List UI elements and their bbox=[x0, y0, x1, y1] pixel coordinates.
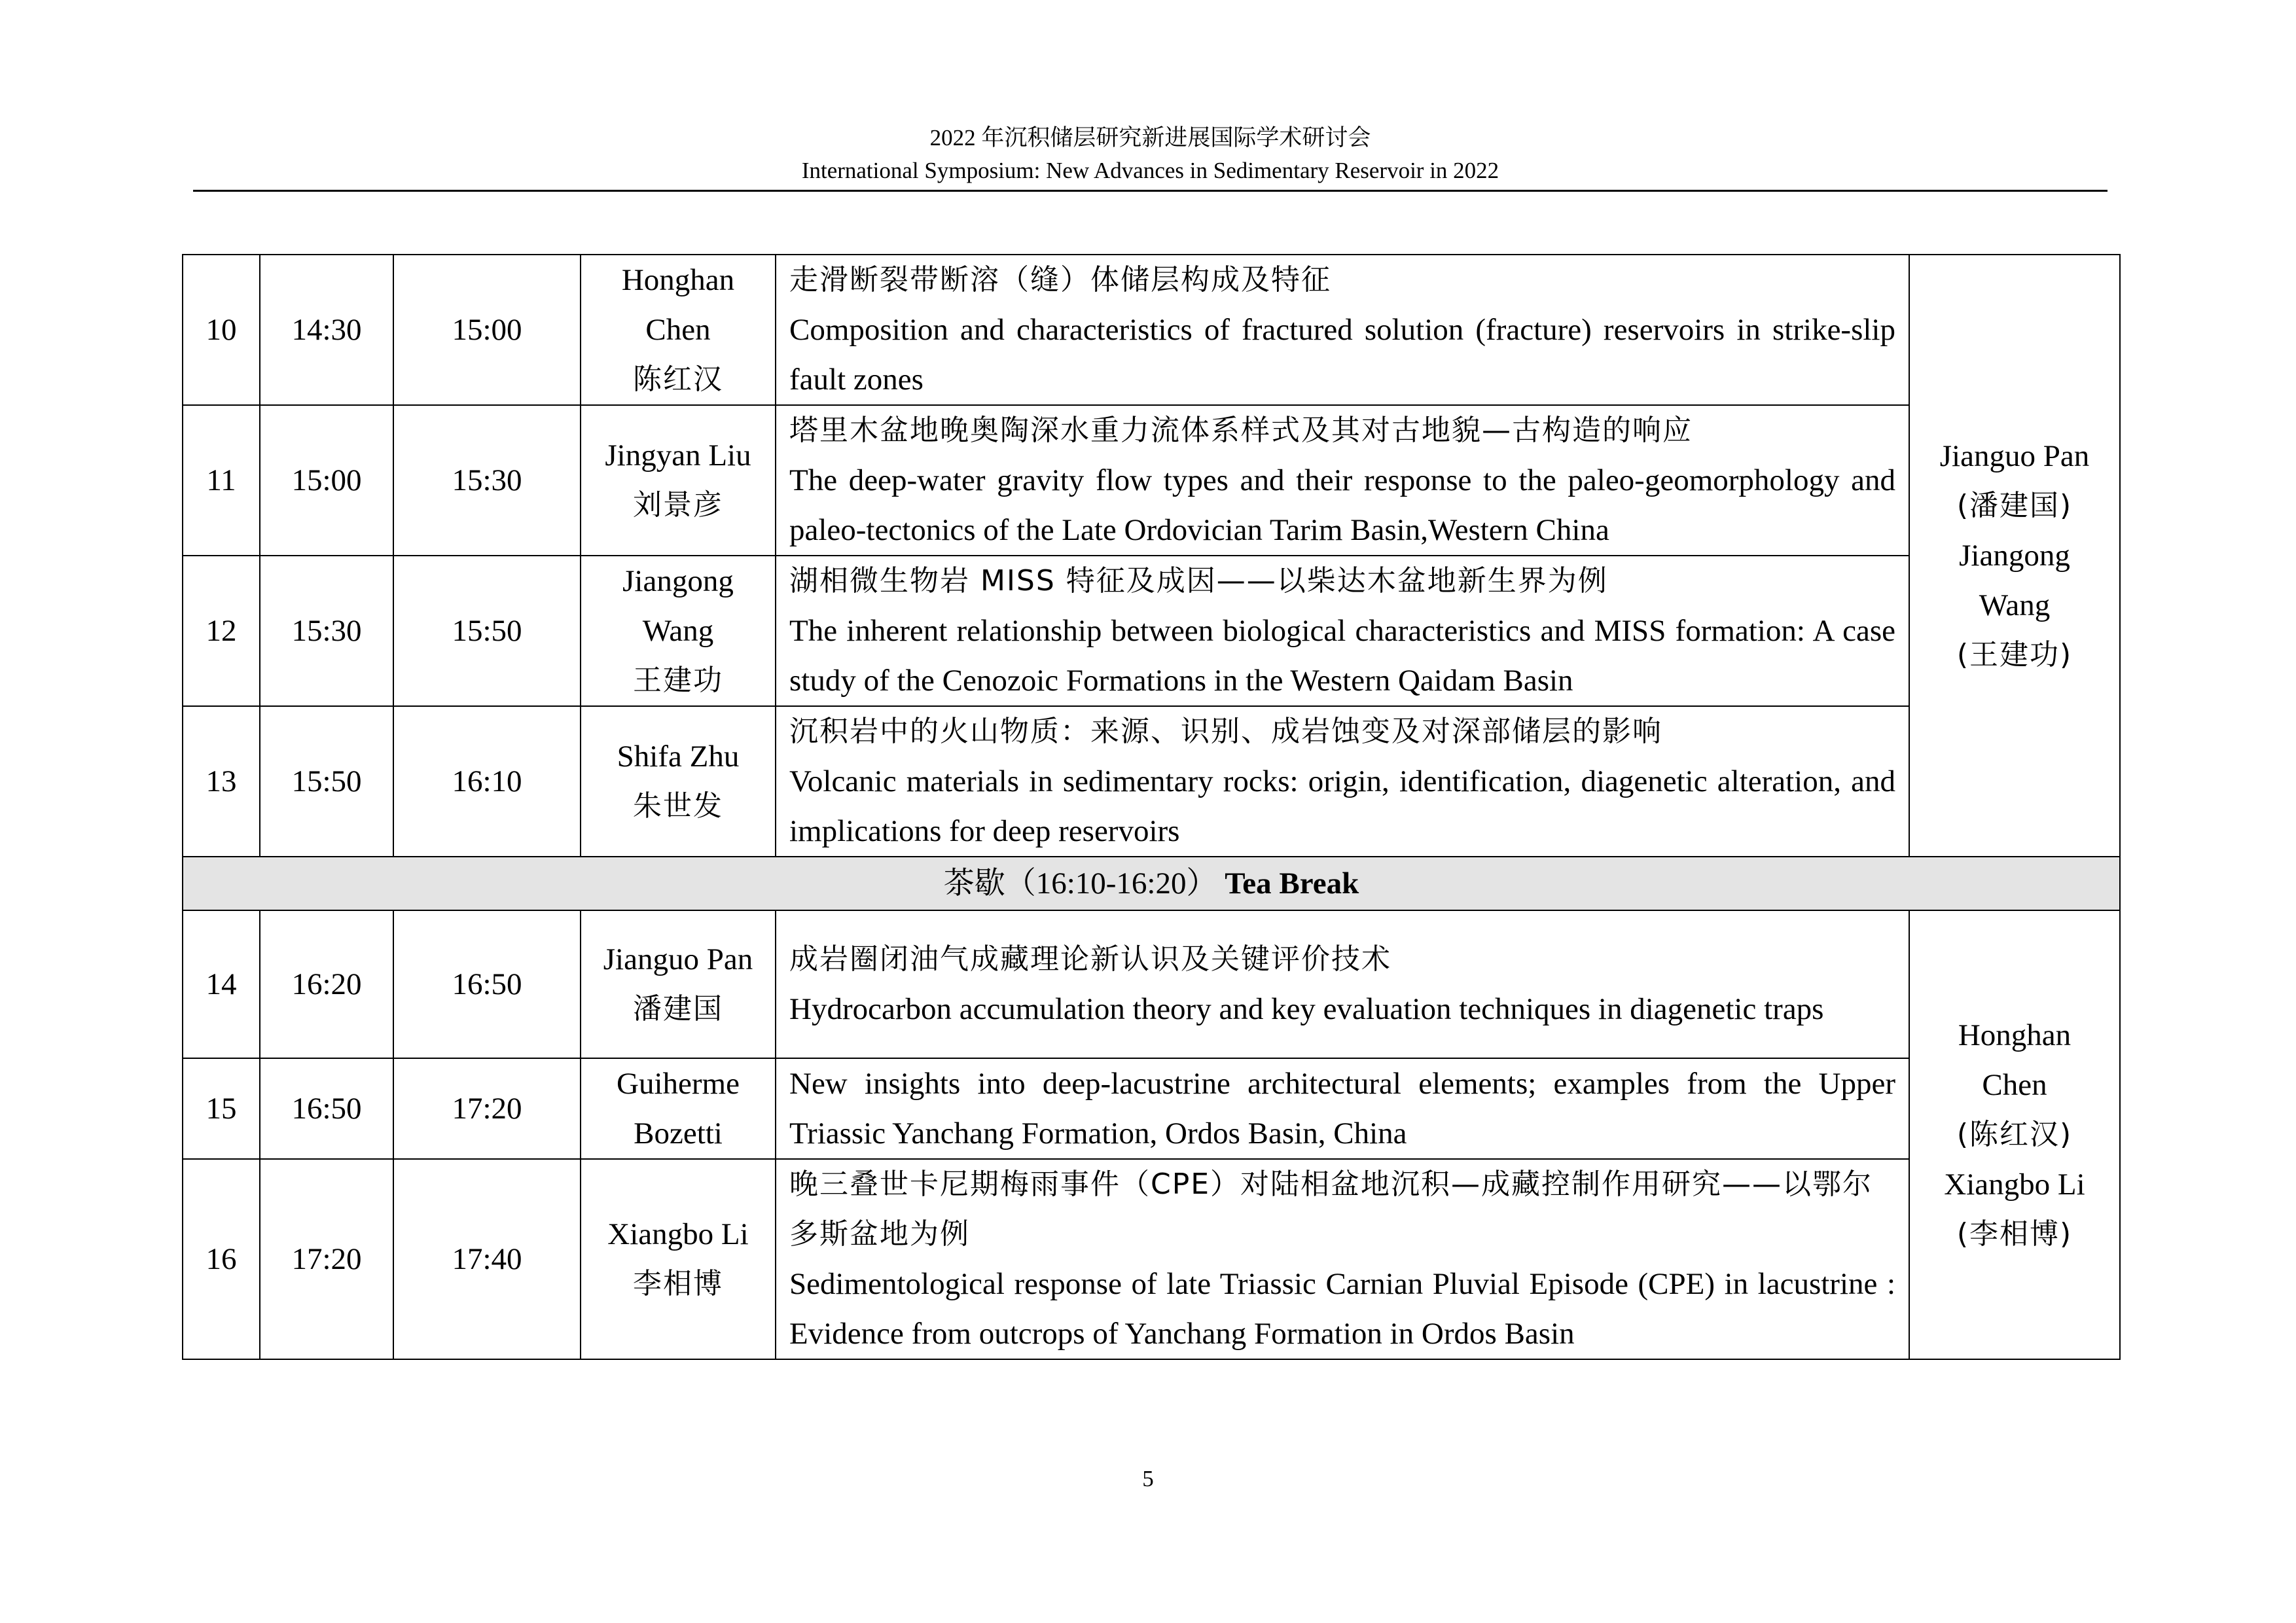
table-row bbox=[183, 910, 2120, 1058]
talk-title-cn: 沉积岩中的火山物质：来源、识别、成岩蚀变及对深部储层的影响 bbox=[789, 715, 1662, 748]
talk-number: 15 bbox=[183, 1058, 260, 1159]
chair-name-en: Jiangong Wang bbox=[1959, 539, 2070, 622]
table-row bbox=[183, 556, 2120, 706]
page-number: 5 bbox=[1142, 1466, 1154, 1491]
table-row bbox=[183, 706, 2120, 857]
talk-title-en: New insights into deep-lacustrine architectural elements; examples from the Upper Triassic Yanchang Formation, Ordos Basin, China bbox=[789, 1067, 1895, 1150]
speaker-name-cn: 李相博 bbox=[633, 1267, 723, 1300]
speaker-name-cn: 朱世发 bbox=[633, 789, 723, 823]
header-title-cn: 2022 年沉积储层研究新进展国际学术研讨会 bbox=[929, 125, 1371, 151]
chair-name-en: Honghan Chen bbox=[1958, 1018, 2072, 1102]
table-row bbox=[183, 255, 2120, 405]
tea-break-label-en: Tea Break bbox=[1225, 866, 1359, 901]
table-row bbox=[183, 1058, 2120, 1159]
chair-name-cn: (李相博) bbox=[1956, 1217, 2073, 1251]
talk-start-time: 15:50 bbox=[260, 706, 393, 857]
talk-title-cn: 湖相微生物岩 MISS 特征及成因——以柴达木盆地新生界为例 bbox=[789, 564, 1608, 597]
speaker-cell bbox=[581, 910, 776, 1058]
talk-start-time: 14:30 bbox=[260, 255, 393, 405]
tea-break-label-cn: 茶歇（16:10-16:20） bbox=[943, 866, 1217, 901]
talk-number: 11 bbox=[183, 405, 260, 556]
talk-title-cn: 晚三叠世卡尼期梅雨事件（CPE）对陆相盆地沉积—成藏控制作用研究——以鄂尔多斯盆地为例 bbox=[789, 1168, 1873, 1251]
speaker-name-cn: 王建功 bbox=[633, 664, 723, 697]
talk-end-time: 17:40 bbox=[393, 1159, 581, 1359]
table-row bbox=[183, 405, 2120, 556]
talk-title-cell bbox=[776, 405, 1909, 556]
talk-title-cell bbox=[776, 910, 1909, 1058]
talk-title-cell bbox=[776, 1159, 1909, 1359]
talk-end-time: 16:50 bbox=[393, 910, 581, 1058]
speaker-name-en: Shifa Zhu bbox=[617, 740, 740, 774]
talk-title-cell bbox=[776, 1058, 1909, 1159]
talk-start-time: 17:20 bbox=[260, 1159, 393, 1359]
talk-number: 12 bbox=[183, 556, 260, 706]
schedule-table bbox=[182, 254, 2121, 1360]
tea-break-cell bbox=[183, 857, 2120, 910]
chair-name-cn: (陈红汉) bbox=[1956, 1118, 2073, 1151]
talk-title-cell bbox=[776, 706, 1909, 857]
talk-end-time: 15:00 bbox=[393, 255, 581, 405]
speaker-name-en: Xiangbo Li bbox=[607, 1217, 749, 1251]
talk-title-en: Volcanic materials in sedimentary rocks: origin, identification, diagenetic alteration, and implications for deep reservoirs bbox=[789, 764, 1895, 848]
talk-title-en: Composition and characteristics of fractured solution (fracture) reservoirs in strike-slip fault zones bbox=[789, 313, 1895, 397]
talk-end-time: 16:10 bbox=[393, 706, 581, 857]
chair-name-en: Xiangbo Li bbox=[1944, 1168, 2085, 1202]
talk-title-cn: 走滑断裂带断溶（缝）体储层构成及特征 bbox=[789, 263, 1331, 296]
table-row bbox=[183, 1159, 2120, 1359]
header-title-en: International Symposium: New Advances in Sedimentary Reservoir in 2022 bbox=[801, 158, 1499, 183]
talk-end-time: 15:30 bbox=[393, 405, 581, 556]
speaker-name-en: Guiherme Bozetti bbox=[617, 1067, 740, 1150]
tea-break-row bbox=[183, 857, 2120, 910]
talk-end-time: 15:50 bbox=[393, 556, 581, 706]
chair-name-cn: (王建功) bbox=[1956, 638, 2073, 671]
talk-start-time: 15:30 bbox=[260, 556, 393, 706]
speaker-name-en: Jianguo Pan bbox=[603, 942, 753, 976]
talk-title-en: Hydrocarbon accumulation theory and key evaluation techniques in diagenetic traps bbox=[789, 992, 1824, 1026]
talk-title-en: The deep-water gravity flow types and their response to the paleo-geomorphology and paleo-tectonics of the Late Ordovician Tarim Basin,Western China bbox=[789, 463, 1895, 547]
talk-title-cn: 成岩圈闭油气成藏理论新认识及关键评价技术 bbox=[789, 942, 1391, 976]
talk-title-en: The inherent relationship between biological characteristics and MISS formation: A case study of the Cenozoic Formations in the Western Qaidam Basin bbox=[789, 614, 1895, 698]
talk-start-time: 16:50 bbox=[260, 1058, 393, 1159]
talk-end-time: 17:20 bbox=[393, 1058, 581, 1159]
speaker-cell bbox=[581, 706, 776, 857]
speaker-name-cn: 潘建国 bbox=[633, 992, 723, 1026]
speaker-cell bbox=[581, 255, 776, 405]
speaker-cell bbox=[581, 405, 776, 556]
speaker-cell bbox=[581, 556, 776, 706]
speaker-name-cn: 刘景彦 bbox=[633, 488, 723, 522]
talk-title-cell bbox=[776, 556, 1909, 706]
chair-name-cn: (潘建国) bbox=[1956, 489, 2073, 522]
talk-number: 10 bbox=[183, 255, 260, 405]
speaker-cell bbox=[581, 1058, 776, 1159]
page-header bbox=[193, 122, 2108, 187]
talk-start-time: 15:00 bbox=[260, 405, 393, 556]
talk-number: 13 bbox=[183, 706, 260, 857]
chair-name-en: Jianguo Pan bbox=[1939, 439, 2090, 473]
talk-number: 16 bbox=[183, 1159, 260, 1359]
speaker-name-en: Jingyan Liu bbox=[605, 438, 751, 473]
talk-number: 14 bbox=[183, 910, 260, 1058]
talk-title-en: Sedimentological response of late Triassic Carnian Pluvial Episode (CPE) in lacustrine : Evidence from outcrops of Yanchang Formation in Ordos Basin bbox=[789, 1267, 1895, 1351]
talk-title-cell bbox=[776, 255, 1909, 405]
speaker-name-cn: 陈红汉 bbox=[633, 363, 723, 396]
talk-start-time: 16:20 bbox=[260, 910, 393, 1058]
speaker-name-en: Jiangong Wang bbox=[622, 564, 734, 648]
header-rule bbox=[193, 190, 2108, 192]
session-chairs-cell bbox=[1909, 910, 2120, 1359]
talk-title-cn: 塔里木盆地晚奥陶深水重力流体系样式及其对古地貌—古构造的响应 bbox=[789, 414, 1693, 447]
session-chairs-cell bbox=[1909, 255, 2120, 857]
speaker-cell bbox=[581, 1159, 776, 1359]
speaker-name-en: Honghan Chen bbox=[621, 263, 735, 347]
